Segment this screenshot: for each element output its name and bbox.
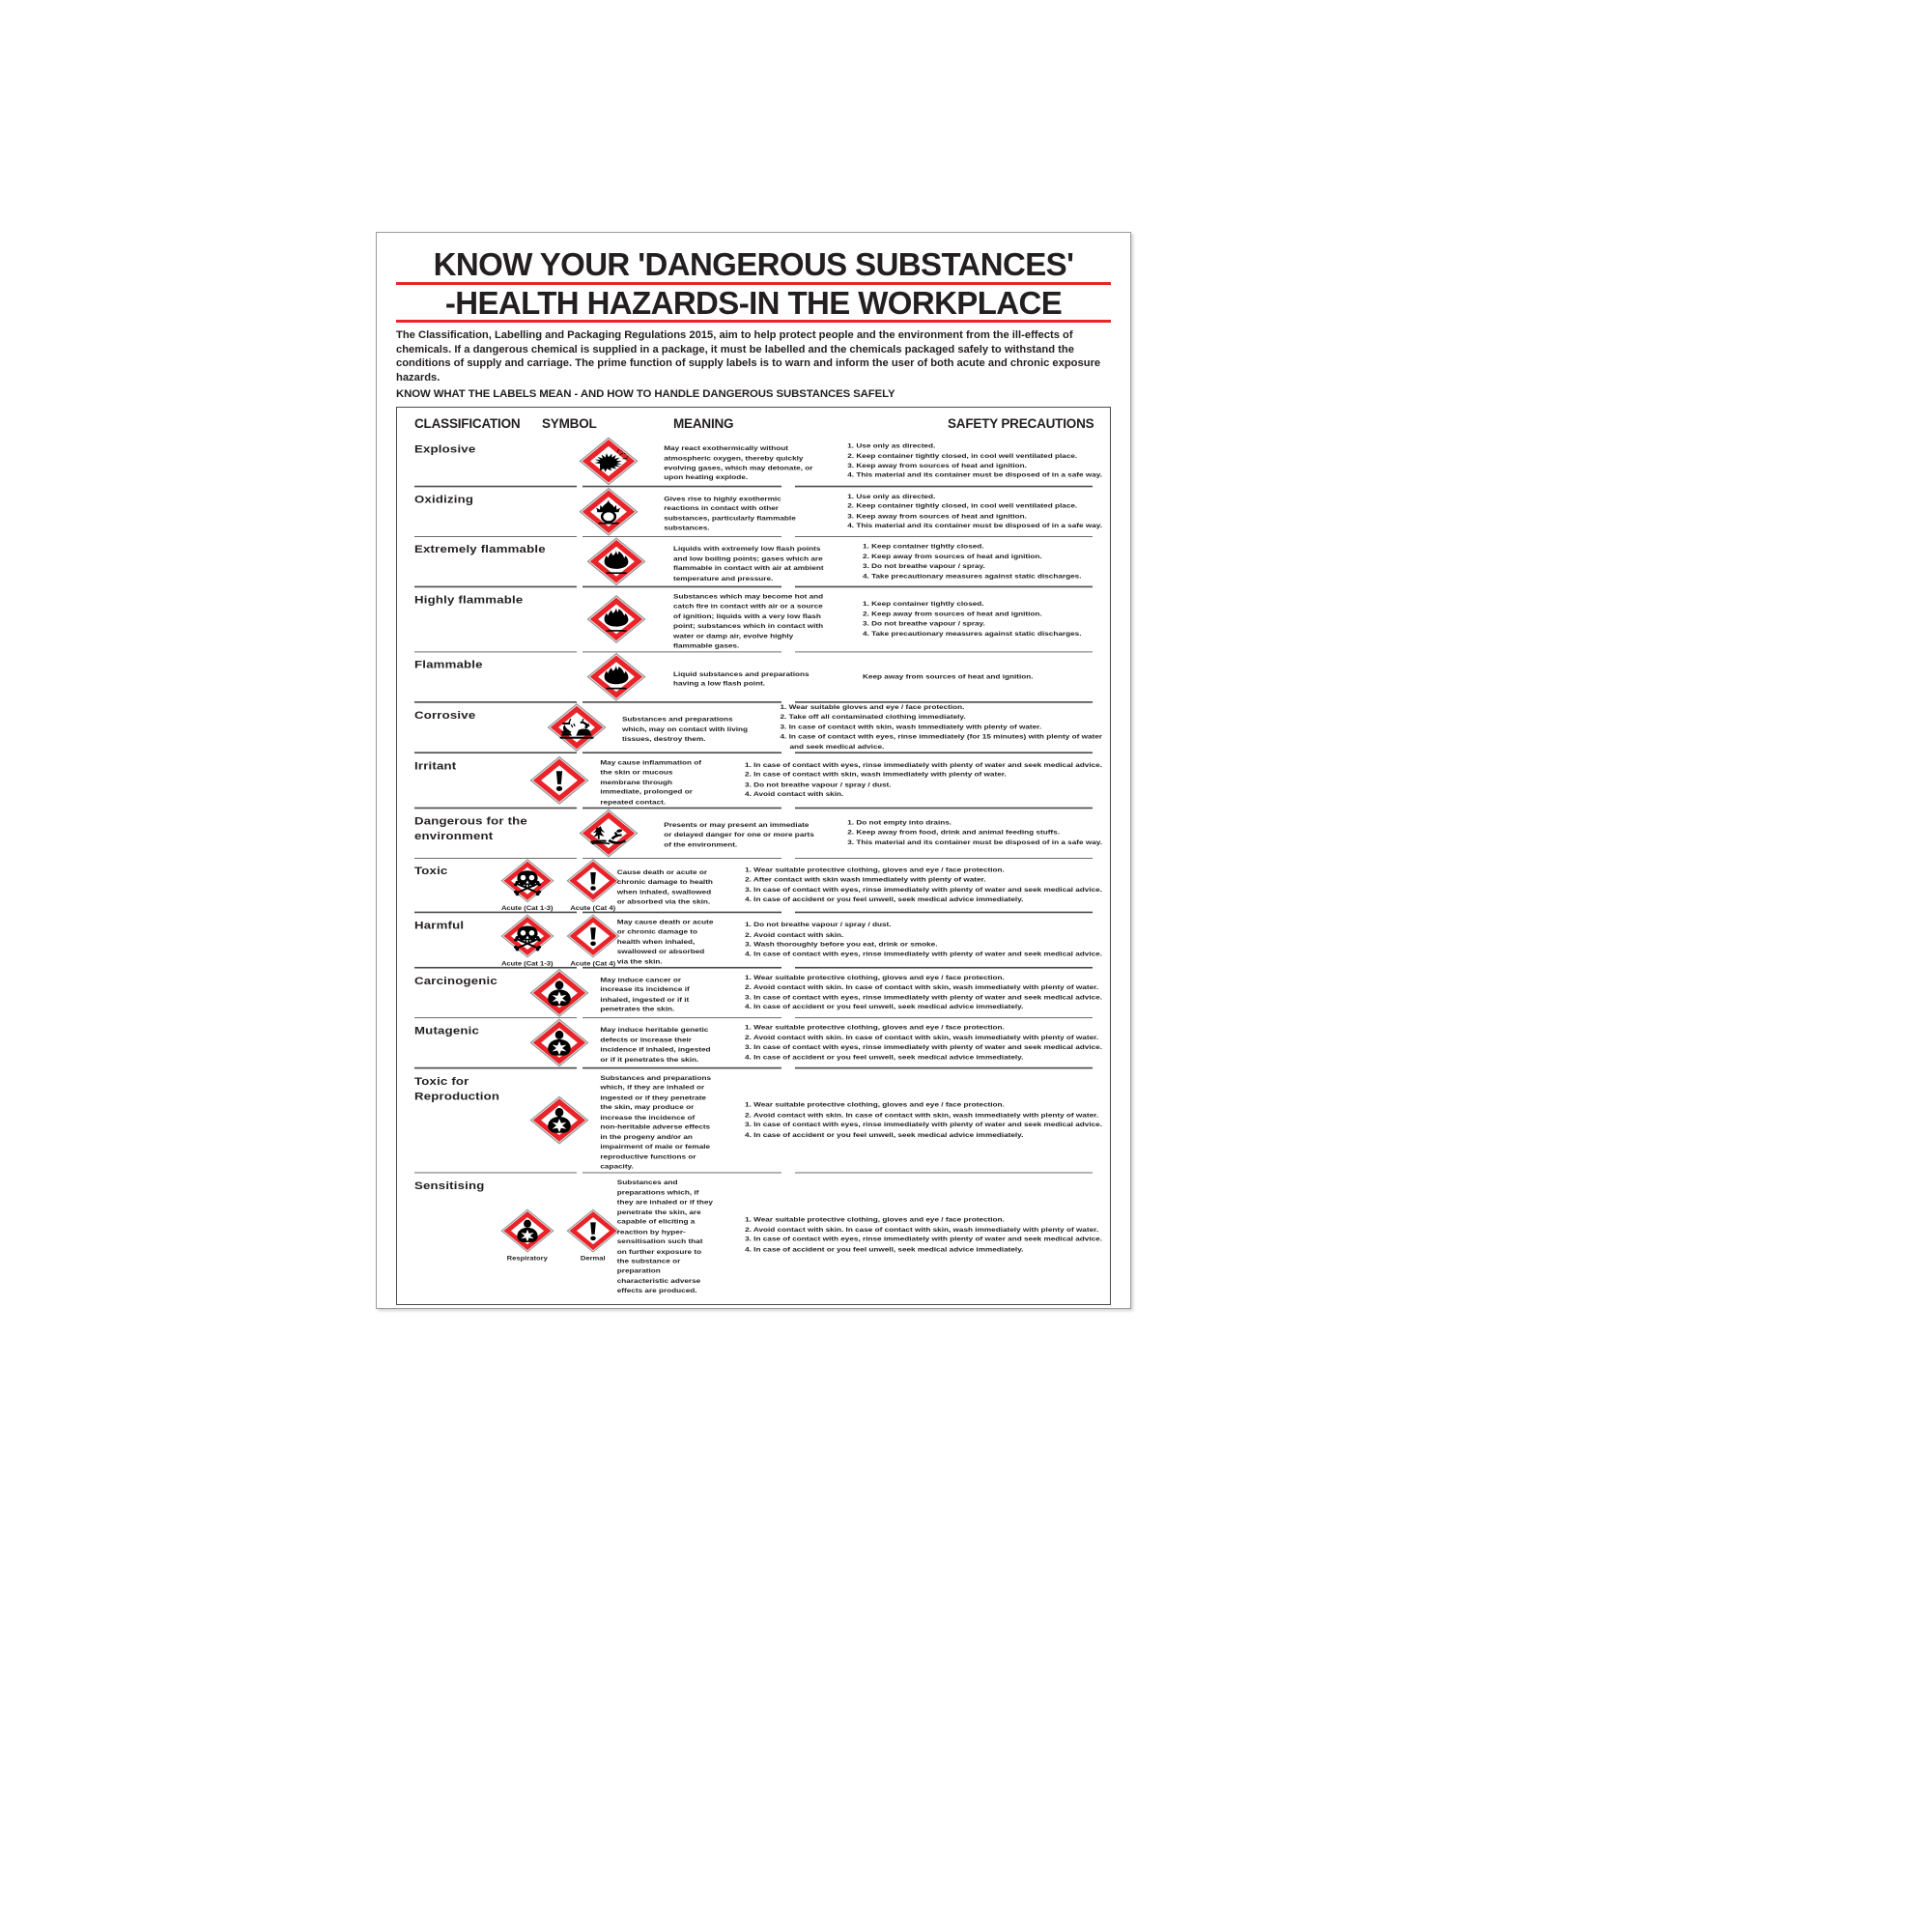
intro-subheading: KNOW WHAT THE LABELS MEAN - AND HOW TO HANDLE DANGEROUS SUBSTANCES SAFELY — [396, 387, 895, 400]
classification-label: Harmful — [414, 919, 465, 931]
classification-label: Explosive — [414, 442, 476, 455]
cell-safety-precautions — [720, 753, 1110, 807]
safety-precaution-item: 1. Use only as directed. — [847, 441, 936, 449]
cell-meaning — [617, 1173, 720, 1295]
cell-classification — [397, 1018, 519, 1067]
classification-label: Flammable — [414, 658, 483, 670]
safety-precaution-item: 1. Do not empty into drains. — [847, 818, 952, 826]
classification-label: Toxic for Reproduction — [414, 1074, 500, 1102]
table-row — [397, 1018, 1110, 1067]
safety-precaution-item: 2. Keep away from food, drink and animal feeding stuffs. — [847, 828, 1060, 837]
cell-safety-precautions — [720, 1173, 1110, 1295]
safety-precaution-item: 4. This material and its container must be disposed of in a safe way. — [847, 470, 1102, 479]
safety-precaution-item: 1. Keep container tightly closed. — [863, 542, 984, 550]
ghs-flammable-icon — [586, 537, 646, 586]
safety-precaution-item: 1. Wear suitable gloves and eye / face protection. — [780, 702, 965, 711]
cell-meaning — [664, 487, 822, 536]
safety-precaution-list — [780, 702, 1102, 752]
pictogram-block — [566, 913, 620, 966]
pictogram-group — [579, 487, 639, 536]
ghs-flammable-icon — [586, 594, 646, 643]
hazard-poster — [376, 232, 1131, 1309]
page-subtitle: -HEALTH HAZARDS-IN THE WORKPLACE — [444, 284, 1063, 321]
safety-precaution-item: 3. In case of contact with eyes, rinse immediately with plenty of water and seek medical advice. — [745, 885, 1102, 894]
pictogram-caption: Respiratory — [506, 1253, 548, 1262]
cell-symbol — [559, 537, 673, 586]
safety-precaution-item: 3. Do not breathe vapour / spray. — [863, 561, 985, 570]
pictogram-block — [500, 1208, 554, 1261]
safety-precaution-item: 1. Use only as directed. — [847, 492, 936, 499]
table-row — [397, 968, 1110, 1017]
pictogram-block — [586, 537, 646, 586]
table-body — [397, 437, 1110, 1296]
cell-safety-precautions — [720, 913, 1110, 967]
cell-classification — [397, 753, 519, 807]
cell-symbol — [554, 437, 665, 486]
cell-meaning — [622, 702, 755, 752]
safety-precaution-list — [745, 973, 1102, 1012]
table-row — [397, 753, 1110, 807]
safety-precaution-item: 2. Avoid contact with skin. In case of contact with skin, wash immediately with plenty of water. — [745, 1033, 1099, 1041]
table-row — [397, 913, 1110, 967]
table-row — [397, 487, 1110, 536]
pictogram-block — [579, 437, 639, 486]
cell-safety-precautions — [838, 537, 1110, 586]
column-header-symbol: SYMBOL — [542, 415, 597, 431]
table-row — [397, 587, 1110, 651]
safety-precaution-item: 1. Keep container tightly closed. — [863, 600, 984, 608]
ghs-oxidizing-icon — [579, 487, 639, 536]
ghs-explosive-icon — [579, 437, 639, 486]
classification-label: Sensitising — [414, 1179, 485, 1191]
cell-classification — [397, 437, 554, 486]
pictogram-block — [529, 968, 589, 1017]
safety-precaution-item: and seek medical advice. — [789, 742, 885, 751]
meaning-text: Substances and preparations which, may on contact with living tissues, destroy them. — [621, 715, 749, 743]
table-row — [397, 437, 1110, 486]
cell-safety-precautions — [822, 487, 1110, 536]
cell-classification — [397, 859, 503, 912]
cell-safety-precautions — [720, 1018, 1110, 1067]
cell-meaning — [600, 1068, 720, 1172]
safety-precaution-item: 2. Avoid contact with skin. In case of contact with skin, wash immediately with plenty of water. — [745, 1225, 1099, 1233]
meaning-text: Presents or may present an immediate or delayed danger for one or more parts of the environment. — [664, 820, 814, 848]
cell-symbol — [530, 702, 622, 752]
safety-precaution-item: 3. Keep away from sources of heat and ignition. — [847, 511, 1027, 520]
safety-precaution-item: 3. In case of contact with eyes, rinse immediately with plenty of water and seek medical advice. — [745, 993, 1102, 1001]
safety-precaution-item: 1. Wear suitable protective clothing, gloves and eye / face protection. — [745, 1023, 1005, 1032]
pictogram-block — [529, 1095, 589, 1145]
pictogram-caption: Acute (Cat 1-3) — [500, 904, 554, 912]
safety-precaution-list — [745, 1100, 1102, 1140]
safety-precaution-item: 4. Avoid contact with skin. — [745, 790, 844, 798]
cell-safety-precautions — [720, 1068, 1110, 1172]
cell-safety-precautions — [720, 968, 1110, 1017]
safety-precaution-item: 3. In case of contact with skin, wash immediately with plenty of water. — [780, 723, 1042, 730]
pictogram-caption: Acute (Cat 4) — [570, 958, 616, 967]
pictogram-caption: Dermal — [580, 1253, 606, 1262]
cell-meaning — [617, 859, 720, 912]
classification-label: Highly flammable — [414, 593, 524, 606]
safety-precaution-item: 1. Wear suitable protective clothing, gloves and eye / face protection. — [745, 973, 1005, 981]
safety-precaution-item: 1. Wear suitable protective clothing, gloves and eye / face protection. — [745, 1215, 1005, 1223]
cell-symbol — [500, 913, 617, 967]
safety-precaution-item: 1. Wear suitable protective clothing, gloves and eye / face protection. — [745, 1100, 1005, 1109]
safety-precaution-item: 2. Keep container tightly closed, in cool well ventilated place. — [847, 501, 1078, 509]
cell-symbol — [503, 1173, 617, 1295]
meaning-text: May cause death or acute or chronic damage to health when inhaled, swallowed or absorbed via the skin. — [616, 918, 714, 965]
table-row — [397, 702, 1110, 752]
cell-meaning — [600, 1018, 720, 1067]
cell-meaning — [673, 652, 838, 701]
safety-precaution-item: 2. Keep away from sources of heat and ignition. — [863, 610, 1042, 617]
pictogram-block — [566, 1208, 620, 1261]
safety-precaution-item: 2. Avoid contact with skin. In case of contact with skin, wash immediately with plenty of water. — [745, 1111, 1099, 1119]
cell-meaning — [664, 437, 822, 486]
safety-precaution-list — [745, 760, 1102, 800]
cell-symbol — [554, 809, 665, 858]
cell-classification — [397, 809, 554, 858]
title-rule-bottom — [396, 320, 1111, 323]
safety-precaution-item: 2. Avoid contact with skin. — [745, 930, 844, 938]
cell-symbol — [519, 753, 601, 807]
ghs-health-hazard-icon — [529, 1095, 589, 1145]
ghs-exclamation-icon — [566, 1208, 620, 1252]
ghs-skull-icon — [500, 859, 554, 903]
ghs-exclamation-icon — [566, 859, 620, 903]
safety-precaution-item: 3. Do not breathe vapour / spray / dust. — [745, 781, 892, 788]
safety-precaution-item: 4. This material and its container must be disposed of in a safe way. — [847, 521, 1102, 529]
pictogram-block — [529, 755, 589, 805]
pictogram-group — [529, 968, 589, 1017]
cell-safety-precautions — [754, 702, 1110, 752]
safety-precaution-item: 3. Keep away from sources of heat and ignition. — [847, 461, 1027, 469]
pictogram-block — [579, 809, 639, 858]
page-title: KNOW YOUR 'DANGEROUS SUBSTANCES' — [433, 246, 1074, 282]
cell-meaning — [664, 809, 822, 858]
safety-precaution-item: Keep away from sources of heat and ignition. — [863, 672, 1034, 680]
cell-meaning — [600, 753, 720, 807]
safety-precaution-item: 4. In case of accident or you feel unwell, seek medical advice immediately. — [745, 1244, 1024, 1253]
safety-precaution-list — [847, 492, 1102, 531]
table-row — [397, 537, 1110, 586]
meaning-text: Liquids with extremely low flash points and low boiling points; gases which are flammable in contact with air at ambient temperature and pressure. — [673, 544, 824, 582]
meaning-text: Substances and preparations which, if they are inhaled or ingested or if they penetrate the skin, may produce or increase the incidence of non-heritable adverse effects in the progeny and/or an impairment of male or female reproductive functions or capacity. — [600, 1073, 712, 1170]
pictogram-group — [500, 1208, 620, 1261]
ghs-skull-icon — [500, 913, 554, 957]
cell-classification — [397, 1068, 519, 1172]
ghs-environment-icon — [579, 809, 639, 858]
cell-symbol — [554, 487, 665, 536]
cell-symbol — [519, 1018, 601, 1067]
pictogram-group — [529, 755, 589, 805]
meaning-text: Gives rise to highly exothermic reactions in contact with other substances, particularly flammable substances. — [664, 494, 796, 531]
meaning-text: May induce heritable genetic defects or increase their incidence if inhaled, ingested or if it penetrates the skin. — [600, 1026, 711, 1064]
cell-classification — [397, 702, 530, 752]
ghs-health-hazard-icon — [529, 968, 589, 1017]
safety-precaution-list — [745, 866, 1102, 905]
meaning-text: Cause death or acute or chronic damage to health when inhaled, swallowed or absorbed via the skin. — [616, 867, 713, 905]
safety-precaution-item: 4. In case of accident or you feel unwell, seek medical advice immediately. — [745, 1053, 1024, 1061]
classification-label: Carcinogenic — [414, 974, 497, 986]
meaning-text: Substances which may become hot and catch fire in contact with air or a source of ignition; liquids with a very low flash point; substances which in contact with water or damp air, evolve highly flammable gases. — [673, 592, 824, 649]
table-column-headers — [397, 408, 1110, 437]
column-header-safety: SAFETY PRECAUTIONS — [948, 415, 1094, 431]
cell-symbol — [559, 587, 673, 651]
safety-precaution-item: 3. Wash thoroughly before you eat, drink or smoke. — [745, 940, 938, 948]
meaning-text: May induce cancer or increase its incidence if inhaled, ingested or if it penetrates the skin. — [600, 976, 690, 1013]
pictogram-block — [529, 1018, 589, 1067]
hazard-table — [396, 407, 1111, 1305]
safety-precaution-item: 4. Take precautionary measures against static discharges. — [863, 629, 1082, 638]
classification-label: Toxic — [414, 865, 448, 877]
classification-label: Irritant — [414, 758, 457, 772]
table-row — [397, 809, 1110, 858]
pictogram-block — [500, 859, 554, 912]
ghs-health-hazard-icon — [500, 1208, 554, 1252]
safety-precaution-item: 2. In case of contact with skin, wash immediately with plenty of water. — [745, 770, 1007, 779]
cell-meaning — [673, 587, 838, 651]
cell-safety-precautions — [720, 859, 1110, 912]
classification-label: Extremely flammable — [414, 543, 546, 555]
pictogram-block — [586, 652, 646, 701]
meaning-text: May cause inflammation of the skin or mucous membrane through immediate, prolonged or repeated contact. — [600, 758, 701, 806]
cell-safety-precautions — [822, 437, 1110, 486]
cell-classification — [397, 968, 519, 1017]
classification-label: Corrosive — [414, 708, 476, 721]
table-row — [397, 1068, 1110, 1172]
poster-title-block — [396, 248, 1111, 323]
pictogram-caption: Acute (Cat 1-3) — [500, 958, 554, 967]
pictogram-caption: Acute (Cat 4) — [570, 904, 616, 912]
safety-precaution-item: 4. In case of accident or you feel unwell, seek medical advice immediately. — [745, 895, 1024, 903]
safety-precaution-item: 1. Do not breathe vapour / spray / dust. — [745, 921, 892, 928]
cell-classification — [397, 537, 559, 586]
safety-precaution-list — [847, 818, 1102, 848]
classification-label: Dangerous for the environment — [414, 814, 527, 842]
table-row — [397, 859, 1110, 912]
pictogram-group — [529, 1018, 589, 1067]
meaning-text: Liquid substances and preparations having a low flash point. — [673, 669, 810, 688]
cell-classification — [397, 652, 559, 701]
safety-precaution-item: 4. In case of contact with eyes, rinse immediately with plenty of water and seek medical advice. — [745, 950, 1102, 958]
cell-classification — [397, 587, 559, 651]
meaning-text: Substances and preparations which, if they are inhaled or if they penetrate the skin, are capable of eliciting a reaction by hyper-sensitisation such that on further exposure to the substance or preparation characteristic adverse effects are produced. — [616, 1178, 713, 1294]
cell-symbol — [559, 652, 673, 701]
pictogram-group — [529, 1095, 589, 1145]
pictogram-group — [500, 859, 620, 912]
safety-precaution-item: 2. Take off all contaminated clothing immediately. — [780, 713, 966, 721]
safety-precaution-item: 1. Wear suitable protective clothing, gloves and eye / face protection. — [745, 866, 1005, 873]
column-header-classification: CLASSIFICATION — [414, 415, 521, 431]
ghs-exclamation-icon — [529, 755, 589, 805]
pictogram-block — [586, 594, 646, 643]
cell-classification — [397, 913, 503, 967]
pictogram-group — [547, 702, 607, 752]
cell-meaning — [673, 537, 838, 586]
ghs-exclamation-icon — [566, 913, 620, 957]
pictogram-group — [579, 437, 639, 486]
cell-symbol — [500, 859, 617, 912]
classification-label: Mutagenic — [414, 1024, 480, 1037]
cell-safety-precautions — [838, 652, 1110, 701]
pictogram-block — [579, 487, 639, 536]
safety-precaution-list — [863, 542, 1081, 582]
meaning-text: May react exothermically without atmospheric oxygen, thereby quickly evolving gases, which may detonate, or upon heating explode. — [664, 443, 813, 481]
table-row — [397, 1173, 1110, 1295]
safety-precaution-item: 3. Do not breathe vapour / spray. — [863, 619, 985, 627]
pictogram-block — [566, 859, 620, 912]
classification-label: Oxidizing — [414, 493, 474, 505]
intro-paragraph: The Classification, Labelling and Packaging Regulations 2015, aim to help protect people and the environment from the ill-effects of chemicals. If a dangerous chemical is supplied in a package, it must be labelled and the chemicals packaged safely to withstand the conditions of supply and carriage. The prime function of supply labels is to warn and inform the user of both acute and chronic exposure hazards. — [396, 329, 1101, 384]
column-header-meaning: MEANING — [673, 415, 734, 431]
cell-meaning — [617, 913, 720, 967]
cell-classification — [397, 1173, 503, 1295]
safety-precaution-item: 4. In case of accident or you feel unwell, seek medical advice immediately. — [745, 1130, 1024, 1138]
ghs-flammable-icon — [586, 652, 646, 701]
safety-precaution-item: 4. In case of accident or you feel unwell, seek medical advice immediately. — [745, 1003, 1024, 1010]
pictogram-group — [500, 913, 620, 966]
safety-precaution-item: 1. In case of contact with eyes, rinse immediately with plenty of water and seek medical advice. — [745, 760, 1102, 769]
pictogram-group — [579, 809, 639, 858]
safety-precaution-list — [863, 671, 1034, 681]
cell-safety-precautions — [822, 809, 1110, 858]
cell-safety-precautions — [838, 587, 1110, 651]
pictogram-block — [547, 702, 607, 752]
ghs-corrosive-icon — [547, 702, 607, 752]
table-row — [397, 652, 1110, 701]
safety-precaution-list — [745, 1023, 1102, 1063]
safety-precaution-item: 2. After contact with skin wash immediately with plenty of water. — [745, 875, 986, 883]
safety-precaution-item: 3. In case of contact with eyes, rinse immediately with plenty of water and seek medical advice. — [745, 1235, 1102, 1242]
safety-precaution-item: 3. In case of contact with eyes, rinse immediately with plenty of water and seek medical advice. — [745, 1043, 1102, 1051]
cell-symbol — [519, 968, 601, 1017]
pictogram-group — [586, 537, 646, 586]
safety-precaution-item: 2. Avoid contact with skin. In case of contact with skin, wash immediately with plenty of water. — [745, 982, 1099, 991]
safety-precaution-list — [745, 1214, 1102, 1254]
safety-precaution-list — [863, 599, 1081, 639]
pictogram-group — [586, 594, 646, 643]
safety-precaution-item: 2. Keep container tightly closed, in cool well ventilated place. — [847, 451, 1078, 459]
safety-precaution-item: 4. Take precautionary measures against static discharges. — [863, 571, 1082, 580]
cell-meaning — [600, 968, 720, 1017]
safety-precaution-list — [847, 441, 1102, 481]
pictogram-block — [500, 913, 554, 966]
safety-precaution-list — [745, 920, 1102, 959]
safety-precaution-item: 3. This material and its container must be disposed of in a safe way. — [847, 838, 1102, 846]
safety-precaution-item: 4. In case of contact with eyes, rinse immediately (for 15 minutes) with plenty of water — [780, 732, 1102, 740]
ghs-health-hazard-icon — [529, 1018, 589, 1067]
cell-symbol — [519, 1068, 601, 1172]
pictogram-group — [586, 652, 646, 701]
safety-precaution-item: 2. Keep away from sources of heat and ignition. — [863, 552, 1042, 559]
safety-precaution-item: 3. In case of contact with eyes, rinse immediately with plenty of water and seek medical advice. — [745, 1121, 1102, 1128]
cell-classification — [397, 487, 554, 536]
